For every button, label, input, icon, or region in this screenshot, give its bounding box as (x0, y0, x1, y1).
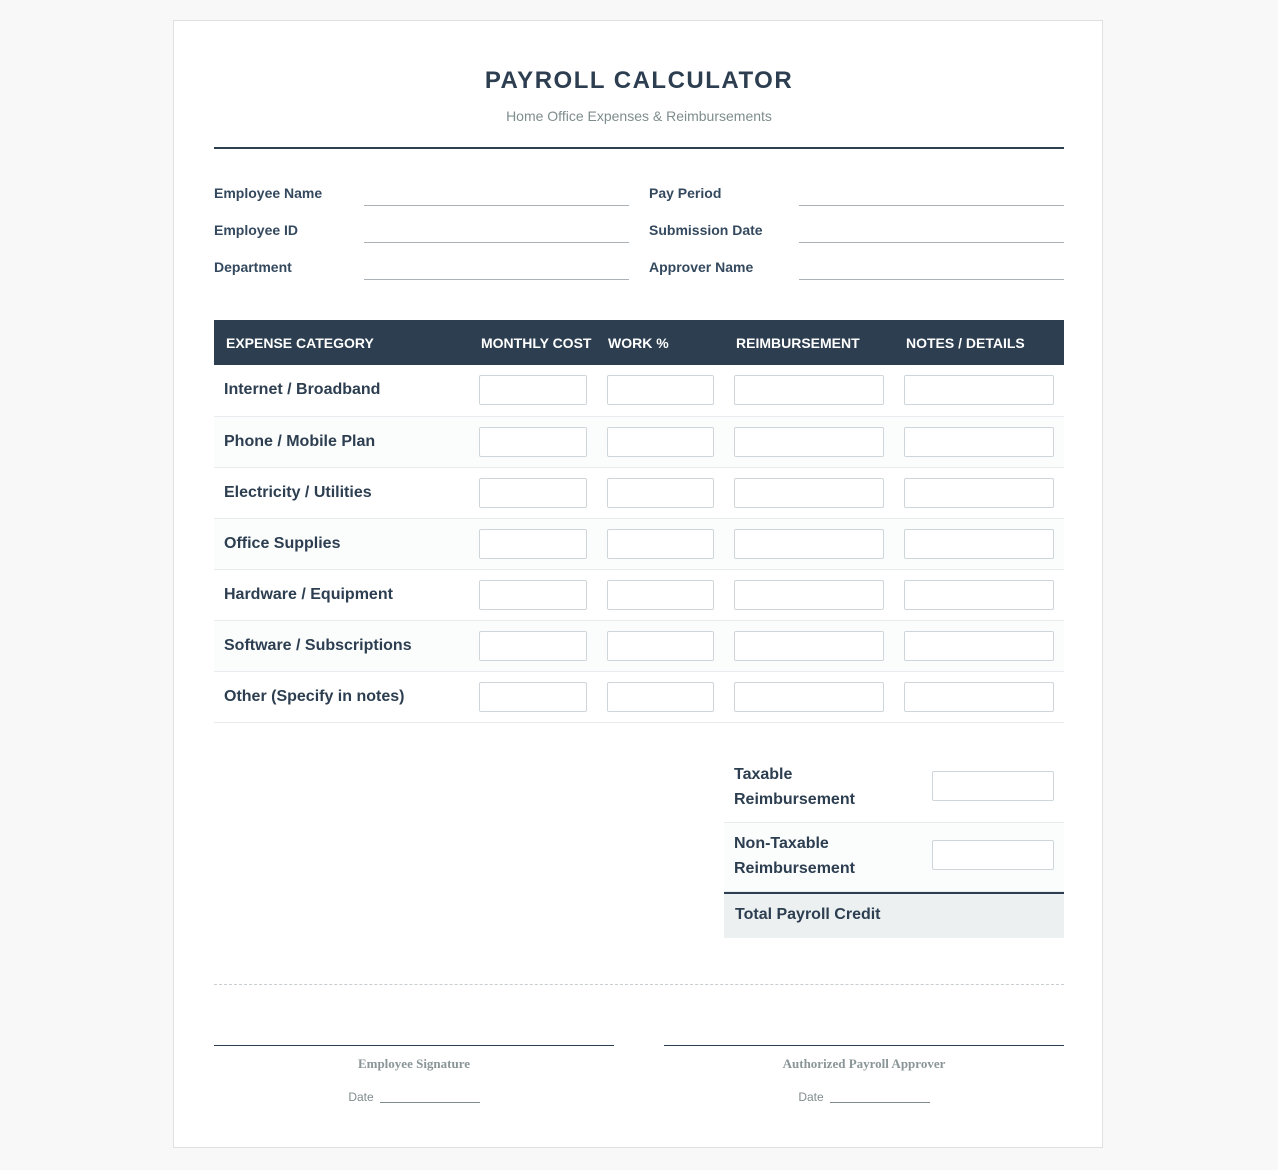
taxable-reimbursement-input[interactable] (932, 771, 1054, 801)
taxable-row (724, 754, 1064, 823)
work-pct-input[interactable] (607, 427, 714, 457)
table-row (214, 365, 1064, 416)
employee-date-line[interactable] (380, 1102, 480, 1103)
work-pct-input[interactable] (607, 529, 714, 559)
column-header-notes: NOTES / DETAILS (894, 320, 1064, 365)
signature-divider (214, 984, 1064, 985)
reimbursement-input[interactable] (734, 631, 884, 661)
page-title: PAYROLL CALCULATOR (484, 67, 794, 94)
reimbursement-input[interactable] (734, 478, 884, 508)
category-cell (214, 416, 469, 467)
table-row (214, 620, 1064, 671)
employee-name-label: Employee Name (214, 185, 323, 201)
approver-signature-label: Authorized Payroll Approver (782, 1056, 946, 1071)
category-label: Internet / Broadband (224, 381, 381, 399)
submission-date-field[interactable] (799, 242, 1064, 243)
approver-signature-block (664, 1045, 1064, 1104)
table-header-row (214, 320, 1064, 365)
approver-name-label: Approver Name (649, 259, 754, 275)
department-field[interactable] (364, 279, 629, 280)
category-cell (214, 620, 469, 671)
approver-signature-line[interactable] (664, 1045, 1064, 1046)
category-label: Other (Specify in notes) (224, 687, 405, 705)
non-taxable-row (724, 823, 1064, 892)
category-cell (214, 569, 469, 620)
work-pct-input[interactable] (607, 631, 714, 661)
employee-info-section (214, 179, 1064, 290)
monthly-cost-input[interactable] (479, 427, 587, 457)
page-subtitle: Home Office Expenses & Reimbursements (506, 108, 772, 124)
category-label: Software / Subscriptions (224, 636, 412, 654)
employee-signature-label: Employee Signature (357, 1056, 471, 1071)
monthly-cost-input[interactable] (479, 682, 587, 712)
category-cell (214, 365, 469, 416)
taxable-reimbursement-label: Taxable Reimbursement (734, 766, 855, 808)
total-payroll-credit-label: Total Payroll Credit (735, 906, 881, 923)
non-taxable-reimbursement-label: Non-Taxable Reimbursement (734, 835, 855, 877)
category-cell (214, 671, 469, 722)
table-row (214, 467, 1064, 518)
notes-input[interactable] (904, 580, 1054, 610)
category-cell (214, 518, 469, 569)
table-row (214, 569, 1064, 620)
non-taxable-reimbursement-input[interactable] (932, 840, 1054, 870)
submission-date-label: Submission Date (649, 222, 763, 238)
reimbursement-input[interactable] (734, 580, 884, 610)
employee-signature-block (214, 1045, 614, 1104)
work-pct-input[interactable] (607, 375, 714, 405)
total-row (724, 892, 1064, 938)
pay-period-field[interactable] (799, 205, 1064, 206)
approver-date-line[interactable] (830, 1102, 930, 1103)
column-header-reimbursement: REIMBURSEMENT (724, 320, 894, 365)
employee-id-label: Employee ID (214, 222, 299, 238)
work-pct-input[interactable] (607, 682, 714, 712)
column-header-category: EXPENSE CATEGORY (214, 320, 469, 365)
info-row (214, 253, 1064, 290)
category-label: Hardware / Equipment (224, 585, 393, 603)
monthly-cost-input[interactable] (479, 580, 587, 610)
employee-date (214, 1090, 614, 1104)
reimbursement-input[interactable] (734, 682, 884, 712)
notes-input[interactable] (904, 478, 1054, 508)
approver-name-field[interactable] (799, 279, 1064, 280)
column-header-work-pct: WORK % (597, 320, 724, 365)
date-label: Date (798, 1090, 824, 1104)
category-label: Phone / Mobile Plan (224, 432, 376, 450)
monthly-cost-input[interactable] (479, 478, 587, 508)
notes-input[interactable] (904, 682, 1054, 712)
work-pct-input[interactable] (607, 478, 714, 508)
monthly-cost-input[interactable] (479, 529, 587, 559)
category-label: Electricity / Utilities (224, 483, 372, 501)
reimbursement-input[interactable] (734, 427, 884, 457)
monthly-cost-input[interactable] (479, 375, 587, 405)
employee-name-field[interactable] (364, 205, 629, 206)
summary-section (724, 754, 1064, 938)
table-row (214, 416, 1064, 467)
expense-table (214, 320, 1064, 723)
approver-date (664, 1090, 1064, 1104)
work-pct-input[interactable] (607, 580, 714, 610)
notes-input[interactable] (904, 529, 1054, 559)
category-cell (214, 467, 469, 518)
column-header-monthly-cost: MONTHLY COST (469, 320, 597, 365)
employee-signature-line[interactable] (214, 1045, 614, 1046)
reimbursement-input[interactable] (734, 375, 884, 405)
table-row (214, 518, 1064, 569)
department-label: Department (214, 259, 292, 275)
monthly-cost-input[interactable] (479, 631, 587, 661)
notes-input[interactable] (904, 375, 1054, 405)
payroll-form-sheet (173, 20, 1103, 1148)
info-row (214, 216, 1064, 253)
reimbursement-input[interactable] (734, 529, 884, 559)
info-row (214, 179, 1064, 216)
table-row (214, 671, 1064, 722)
category-label: Office Supplies (224, 534, 341, 552)
notes-input[interactable] (904, 631, 1054, 661)
employee-id-field[interactable] (364, 242, 629, 243)
date-label: Date (348, 1090, 374, 1104)
notes-input[interactable] (904, 427, 1054, 457)
title-divider (214, 147, 1064, 149)
pay-period-label: Pay Period (649, 185, 722, 201)
